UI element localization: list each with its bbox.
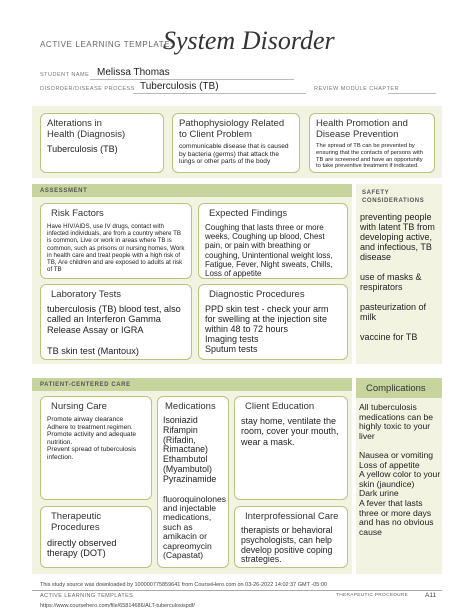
interprofessional-care-title: Interprofessional Care xyxy=(245,511,339,522)
diagnostic-procedures-title: Diagnostic Procedures xyxy=(209,289,305,300)
alterations-body[interactable]: Tuberculosis (TB) xyxy=(47,144,118,154)
health-promotion-body[interactable]: The spread of TB can be prevented by ensuring that the contacts of persons with TB are screened and have an opportunity to take preventive treatment if indicated. xyxy=(316,143,423,170)
laboratory-tests-card xyxy=(40,284,192,360)
template-label: ACTIVE LEARNING TEMPLATE: xyxy=(40,40,173,49)
complications-body[interactable]: All tuberculosis medications can be highly toxic to your liver Nausea or vomiting Loss of appetite A yellow color to your skin (jaundice) Dark urine A fever that lasts three or more days and has no obvious cause xyxy=(359,402,441,537)
disorder-line xyxy=(133,93,306,94)
review-label: REVIEW MODULE CHAPTER xyxy=(314,86,400,92)
alterations-title: Alterations in Health (Diagnosis) xyxy=(47,118,126,140)
client-education-card xyxy=(234,396,348,500)
pathophysiology-body[interactable]: communicable disease that is caused by bacteria (germs) that attack the lungs or other parts of the body xyxy=(179,143,289,166)
expected-findings-card xyxy=(198,203,348,279)
health-promotion-title: Health Promotion and Disease Prevention xyxy=(316,118,408,140)
therapeutic-procedures-body[interactable]: directly observed therapy (DOT) xyxy=(47,538,117,559)
interprofessional-care-body[interactable]: therapists or behavioral psychologists, can help develop positive coping strategies. xyxy=(241,525,333,565)
alterations-card xyxy=(40,113,164,173)
medications-title: Medications xyxy=(165,401,216,412)
pathophysiology-card xyxy=(172,113,300,173)
laboratory-tests-body[interactable]: tuberculosis (TB) blood test, also called an Interferon Gamma Release Assay or IGRA TB skin test (Mantoux) xyxy=(47,304,181,356)
risk-factors-body[interactable]: Have HIV/AIDS, use IV drugs, contact with infected individuals, are from a country where TB is common, Live or work in areas where TB is common, such as prisons or nursing homes, Work in health care and treat people with a high risk of TB, Are children and are exposed to adults at risk of TB xyxy=(47,223,185,274)
interprofessional-care-card xyxy=(234,506,348,568)
safety-body[interactable]: preventing people with latent TB from developing active, and infectious, TB disease use of masks & respirators pasteurization of milk vaccine for TB xyxy=(360,212,435,342)
safety-label: SAFETY CONSIDERATIONS xyxy=(362,190,425,204)
nursing-care-title: Nursing Care xyxy=(51,401,107,412)
review-line xyxy=(388,93,436,94)
student-name-line xyxy=(90,79,294,80)
diagnostic-procedures-body[interactable]: PPD skin test - check your arm for swelling at the injection site within 48 to 72 hours Imaging tests Sputum tests xyxy=(205,304,329,354)
medications-card xyxy=(157,396,229,568)
therapeutic-procedures-card xyxy=(40,506,152,568)
source-url[interactable]: https://www.coursehero.com/file/65814686/ALT-tuberculosispdf/ xyxy=(40,603,195,609)
client-education-title: Client Education xyxy=(245,401,315,412)
footer-rule xyxy=(32,590,442,591)
patient-care-label: PATIENT-CENTERED CARE xyxy=(40,382,131,388)
complications-title: Complications xyxy=(366,383,426,394)
laboratory-tests-title: Laboratory Tests xyxy=(51,289,122,300)
footer-left: ACTIVE LEARNING TEMPLATES xyxy=(40,593,134,599)
risk-factors-card xyxy=(40,203,192,279)
source-note: This study source was downloaded by 100000775859641 from CourseHero.com on 03-26-2022 14:02:37 GMT -05:00 xyxy=(40,582,327,588)
medications-body[interactable]: Isoniazid Rifampin (Rifadin, Rimactane) Ethambutol (Myambutol) Pyrazinamide xyxy=(163,415,217,484)
disorder-label: DISORDER/DISEASE PROCESS xyxy=(40,86,135,92)
expected-findings-body[interactable]: Coughing that lasts three or more weeks, Coughing up blood, Chest pain, or pain with breathing or coughing, Unintentional weight loss, Fatigue, Fever, Night sweats, Chills, Loss of appetite xyxy=(205,223,333,279)
diagnostic-procedures-card xyxy=(198,284,348,360)
student-name-label: STUDENT NAME xyxy=(40,72,90,78)
risk-factors-title: Risk Factors xyxy=(51,208,104,219)
page-number: A11 xyxy=(425,592,437,599)
medications-body-2[interactable]: fluoroquinolones and injectable medications, such as amikacin or capreomycin (Capastat) xyxy=(163,493,227,561)
assessment-label: ASSESSMENT xyxy=(40,188,88,194)
health-promotion-card xyxy=(309,113,435,173)
pathophysiology-title: Pathophysiology Related to Client Problem xyxy=(179,118,285,140)
nursing-care-body[interactable]: Promote airway clearance Adhere to treatment regimen. Promote activity and adequate nutrition. Prevent spread of tuberculosis infection. xyxy=(47,416,137,461)
student-name-value[interactable]: Melissa Thomas xyxy=(97,67,170,78)
nursing-care-card xyxy=(40,396,152,500)
client-education-body[interactable]: stay home, ventilate the room, cover your mouth, wear a mask. xyxy=(241,416,339,447)
expected-findings-title: Expected Findings xyxy=(209,208,288,219)
therapeutic-procedures-title: Therapeutic Procedures xyxy=(51,511,102,533)
page-title: System Disorder xyxy=(163,26,335,55)
footer-right: THERAPEUTIC PROCEDURE xyxy=(336,593,409,598)
disorder-value[interactable]: Tuberculosis (TB) xyxy=(140,81,219,92)
